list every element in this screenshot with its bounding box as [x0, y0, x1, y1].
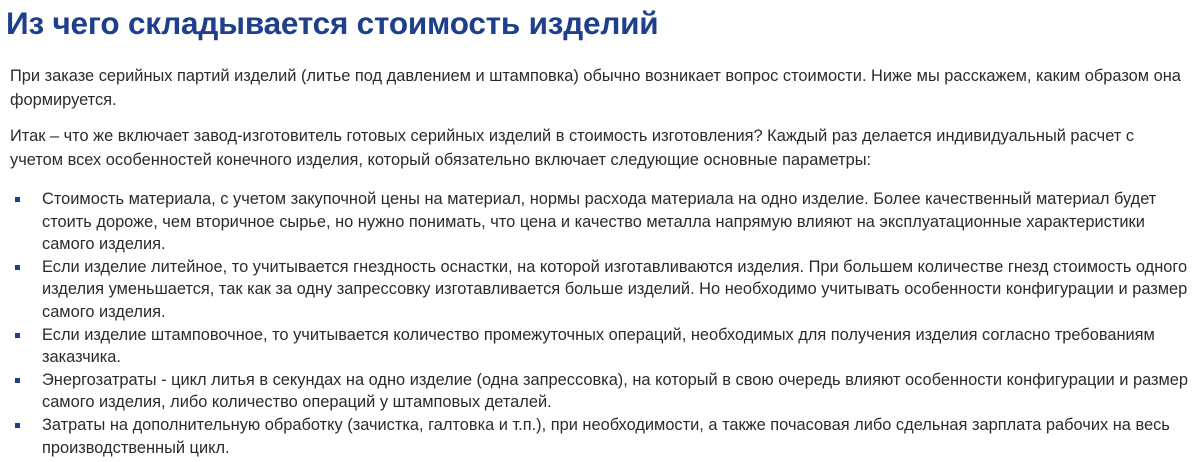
intro-paragraph: При заказе серийных партий изделий (литье под давлением и штамповка) обычно возникает вопрос стоимости. Ниже мы расскажем, каким образом она формируется. — [10, 67, 1181, 109]
parameters-list — [0, 188, 1190, 459]
square-bullet-icon — [15, 333, 20, 338]
list-item — [0, 188, 1190, 256]
list-item-text: Затраты на дополнительную обработку (зачистка, галтовка и т.п.), при необходимости, а также почасовая либо сдельная зарплата рабочих на весь производственный цикл. — [42, 415, 1170, 457]
list-item — [0, 256, 1190, 324]
square-bullet-icon — [15, 378, 20, 383]
list-item — [0, 324, 1190, 369]
list-item-text: Стоимость материала, с учетом закупочной цены на материал, нормы расхода материала на одно изделие. Более качественный материал будет стоить дороже, чем вторичное сырье, но нужно понимать, что цена и качество металла напрямую влияют на эксплуатационные характеристики самого изделия. — [42, 190, 1157, 254]
page-title: Из чего складывается стоимость изделий — [6, 5, 659, 41]
list-item — [0, 414, 1190, 459]
list-item — [0, 369, 1190, 414]
square-bullet-icon — [15, 265, 20, 270]
parameters-paragraph: Итак – что же включает завод-изготовитель готовых серийных изделий в стоимость изготовления? Каждый раз делается индивидуальный расчет с учетом всех особенностей конечного изделия, который обязательно включает следующие основные параметры: — [10, 127, 1135, 169]
square-bullet-icon — [15, 423, 20, 428]
list-item-text: Если изделие литейное, то учитывается гнездность оснастки, на которой изготавливаются изделия. При большем количестве гнезд стоимость одного изделия уменьшается, так как за одну запрессовку изготавливается больше изделий. Но необходимо учитывать особенности конфигурации и размер самого изделия. — [42, 257, 1188, 321]
square-bullet-icon — [15, 197, 20, 202]
list-item-text: Если изделие штамповочное, то учитывается количество промежуточных операций, необходимых для получения изделия согласно требованиям заказчика. — [42, 325, 1155, 367]
list-item-text: Энергозатраты - цикл литья в секундах на одно изделие (одна запрессовка), на который в свою очередь влияют особенности конфигурации и размер самого изделия, либо количество операций у штамповых деталей. — [42, 370, 1189, 412]
